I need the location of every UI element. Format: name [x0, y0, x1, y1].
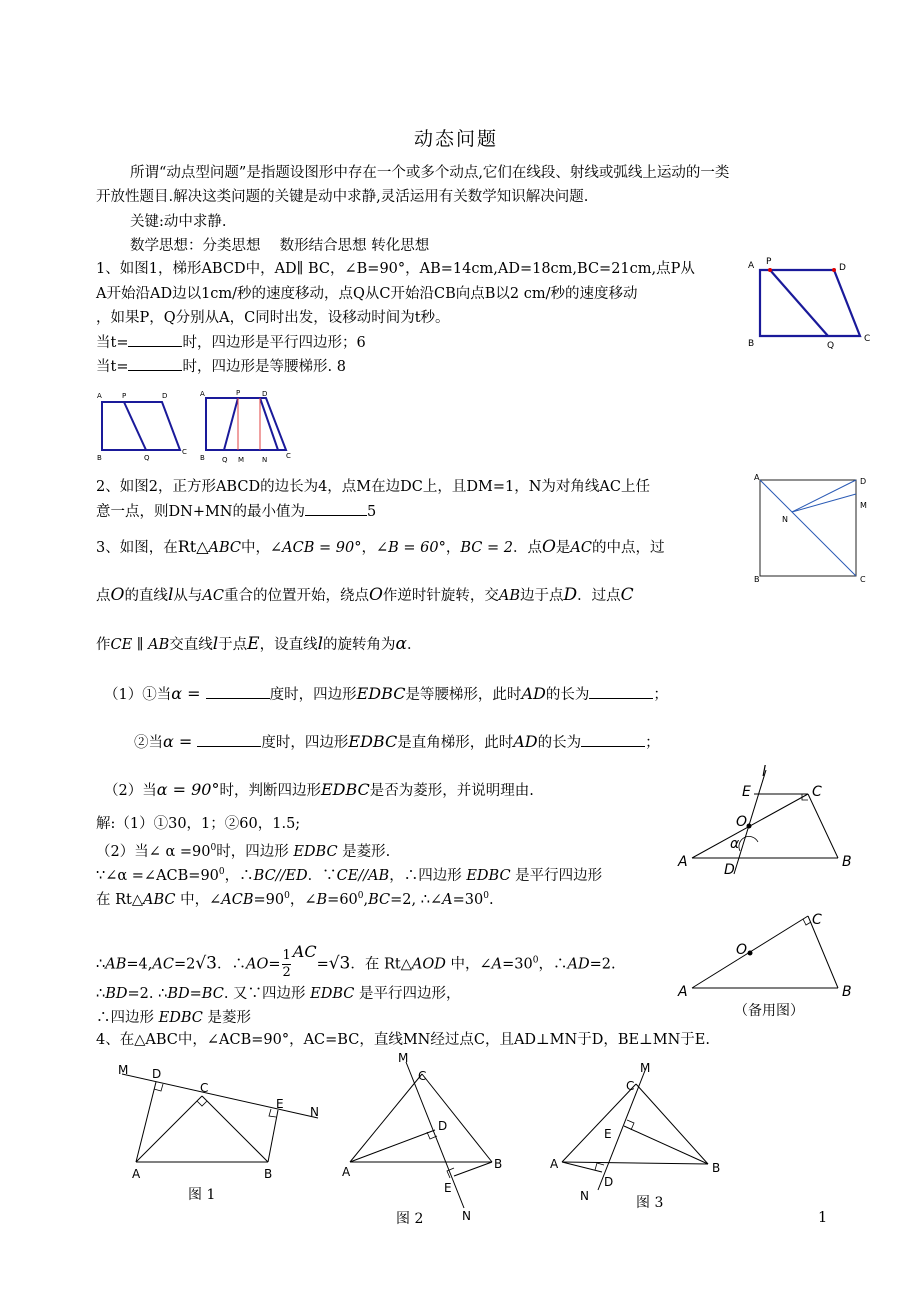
q2-fig-M: M: [860, 501, 867, 510]
q2-figure-square: [750, 470, 876, 586]
q3-blank-2[interactable]: [589, 684, 653, 699]
q3-line-1: 3、如图，在Rt△ABC中，∠ACB = 90°，∠B = 60°，BC = 2．点O是AC的中点，过: [96, 537, 665, 557]
q4-f1-D: D: [152, 1067, 162, 1081]
q4-f3-M: M: [640, 1061, 651, 1075]
q1-fig-B: B: [748, 339, 755, 349]
q1-figure-small: [94, 388, 294, 468]
q1-blank-2[interactable]: [128, 356, 182, 371]
q3-blank-4[interactable]: [581, 732, 645, 747]
q1-s2-B: B: [200, 454, 205, 462]
q1-s1-A: A: [97, 392, 102, 400]
q4-figure-3: [544, 1060, 734, 1200]
q2-fig-D: D: [860, 477, 867, 486]
q4-f2-N: N: [462, 1209, 471, 1222]
q3-fig-O: O: [736, 814, 748, 830]
q1-fig-D: D: [839, 263, 846, 273]
q1-s1-B: B: [97, 454, 102, 462]
q3-sol-4: 在 Rt△ABC 中，$\angle ACB=90^0$，$\angle B=60^0,BC=2$, $\therefore\angle A=30^0$.: [96, 891, 494, 908]
q3-part-1b: ②当α = 度时，四边形EDBC是直角梯形，此时AD的长为 ；: [134, 732, 660, 751]
q1-s1-C: C: [182, 448, 187, 456]
q1-s2-M: M: [238, 456, 245, 464]
q2-blank[interactable]: [305, 501, 367, 516]
q3-sol-7: ∴四边形 EDBC 是菱形: [96, 1010, 251, 1026]
q4-f2-C: C: [418, 1069, 427, 1083]
q3-line-2: 点O的直线l从与AC重合的位置开始，绕点O作逆时针旋转，交AB边于点D．过点C: [96, 585, 634, 605]
q3-figure-spare: [672, 906, 862, 998]
q1-s2-Q: Q: [222, 456, 228, 464]
q1-line-4: [96, 332, 366, 353]
q3-fig-C: C: [812, 784, 822, 800]
q3-spare-caption: （备用图）: [734, 1003, 804, 1019]
q3-spare-O: O: [736, 942, 748, 958]
q4-f2-E: E: [444, 1181, 452, 1195]
q3-spare-B: B: [842, 984, 852, 998]
q2-fig-A: A: [754, 473, 760, 482]
q1-s2-N: N: [262, 456, 268, 464]
q1-s1-D: D: [162, 392, 168, 400]
q1-s1-Q: Q: [144, 454, 150, 462]
q1-line-5a: 当t=: [96, 359, 129, 375]
q3-part-2: （2）当α = 90°时，判断四边形EDBC是否为菱形，并说明理由.: [104, 780, 534, 799]
q4-caption-2: 图 2: [396, 1211, 424, 1227]
q3-sol-2: （2）当∠ $\alpha =90^0$时，四边形 EDBC 是菱形.: [96, 843, 391, 860]
q3-sol-5: ∴AB=4,AC=2√3．∴AO= $\frac{1}{2}$ AC=√3．在 Rt△AOD 中，$\angle A=30^0$，∴AD=2.: [96, 941, 616, 980]
q4-f3-C: C: [626, 1079, 635, 1093]
q1-s2-P: P: [236, 389, 241, 397]
q3-figure: [672, 764, 862, 880]
q3-fig-B: B: [842, 854, 852, 870]
q1-s2-C: C: [286, 452, 291, 460]
intro-key: 关键:动中求静.: [130, 214, 227, 230]
q1-line-4b: 时，四边形是平行四边形；6: [182, 335, 366, 351]
q4-f1-A: A: [132, 1167, 141, 1180]
q3-line-3: 作CE ∥ AB交直线l于点E，设直线l的旋转角为α．: [96, 634, 422, 654]
q4-f3-D: D: [604, 1175, 614, 1189]
q2-line-1: 2、如图2，正方形ABCD的边长为4，点M在边DC上，且DM=1，N为对角线AC上任: [96, 479, 650, 495]
q1-s2-D: D: [262, 390, 268, 398]
q1-line-2: A开始沿AD边以1cm/秒的速度移动，点Q从C开始沿CB向点B以2 cm/秒的速度移动: [96, 286, 638, 302]
q3-blank-3[interactable]: [197, 732, 261, 747]
q3-spare-C: C: [812, 912, 822, 928]
q4-f2-A: A: [342, 1165, 351, 1179]
q1-fig-P: P: [766, 257, 772, 267]
intro-line-2: 开放性题目.解决这类问题的关键是动中求静,灵活运用有关数学知识解决问题.: [96, 189, 589, 205]
q1-line-4a: 当t=: [96, 335, 129, 351]
q4-caption-3: 图 3: [636, 1195, 664, 1211]
q1-fig-C: C: [864, 334, 871, 344]
q2-fig-C: C: [860, 575, 866, 584]
q1-line-3: ，如果P，Q分别从A，C同时出发，设移动时间为t秒。: [96, 310, 450, 326]
q4-figure-2: [336, 1050, 512, 1222]
q3-fig-E: E: [742, 784, 751, 800]
q4-f3-E: E: [604, 1127, 612, 1141]
q3-part-1a: （1）①当α = 度时，四边形EDBC是等腰梯形，此时AD的长为 ；: [104, 684, 668, 703]
q4-f2-D: D: [438, 1119, 448, 1133]
q3-blank-1[interactable]: [206, 684, 270, 699]
q3-sol-6: ∴BD=2. ∴BD=BC. 又∵四边形 EDBC 是平行四边形，: [96, 986, 461, 1002]
q2-line-2a: 意一点，则DN+MN的最小值为: [96, 504, 305, 520]
q4-line-1: 4、在△ABC中，∠ACB=90°，AC=BC，直线MN经过点C，且AD⊥MN于D，BE⊥MN于E.: [96, 1032, 710, 1048]
q1-s2-A: A: [200, 390, 205, 398]
q1-line-1: 1、如图1，梯形ABCD中，AD∥ BC，∠B=90°，AB=14cm,AD=18cm,BC=21cm,点P从: [96, 261, 695, 277]
q1-figure-trapezoid: [744, 254, 876, 354]
q4-f1-C: C: [200, 1081, 209, 1095]
intro-thought: 数学思想：分类思想 数形结合思想 转化思想: [130, 238, 430, 254]
q3-fig-D: D: [724, 862, 735, 878]
q3-fig-A: A: [678, 854, 688, 870]
q3-sol-3: ∵∠α $=\angle ACB=90^0$，∴BC//ED．∵CE//AB，∴四边形 EDBC 是平行四边形: [96, 867, 603, 884]
q3-fig-alpha: α: [730, 836, 740, 852]
q2-fig-B: B: [754, 575, 760, 584]
q3-spare-A: A: [678, 984, 688, 998]
q4-f3-A: A: [550, 1157, 559, 1171]
q2-line-2: [96, 501, 376, 522]
q4-f3-B: B: [712, 1161, 721, 1175]
q3-sol-1: 解:（1）①30，1；②60，1.5;: [96, 816, 301, 832]
q4-figure-1: [114, 1060, 326, 1180]
q1-fig-A: A: [748, 261, 755, 271]
q1-blank-1[interactable]: [128, 332, 182, 347]
q3-fig-l: l: [762, 764, 766, 780]
q4-f2-B: B: [494, 1157, 503, 1171]
q2-line-2b: 5: [367, 504, 377, 520]
q4-f1-B: B: [264, 1167, 273, 1180]
q4-f1-N: N: [310, 1105, 319, 1119]
q2-fig-N: N: [782, 515, 788, 524]
q1-fig-Q: Q: [827, 341, 835, 351]
q4-f1-E: E: [276, 1097, 284, 1111]
q4-caption-1: 图 1: [188, 1187, 216, 1203]
q4-f3-N: N: [580, 1189, 589, 1200]
page-title: 动态问题: [414, 128, 499, 150]
q1-line-5: [96, 356, 346, 377]
q4-f1-M: M: [118, 1063, 129, 1077]
intro-line-1: 所谓“动点型问题”是指题设图形中存在一个或多个动点,它们在线段、射线或弧线上运动的一类: [130, 165, 730, 181]
q1-s1-P: P: [122, 392, 127, 400]
page-number: 1: [818, 1210, 828, 1226]
q1-line-5b: 时，四边形是等腰梯形. 8: [182, 359, 346, 375]
q4-f2-M: M: [398, 1051, 409, 1065]
